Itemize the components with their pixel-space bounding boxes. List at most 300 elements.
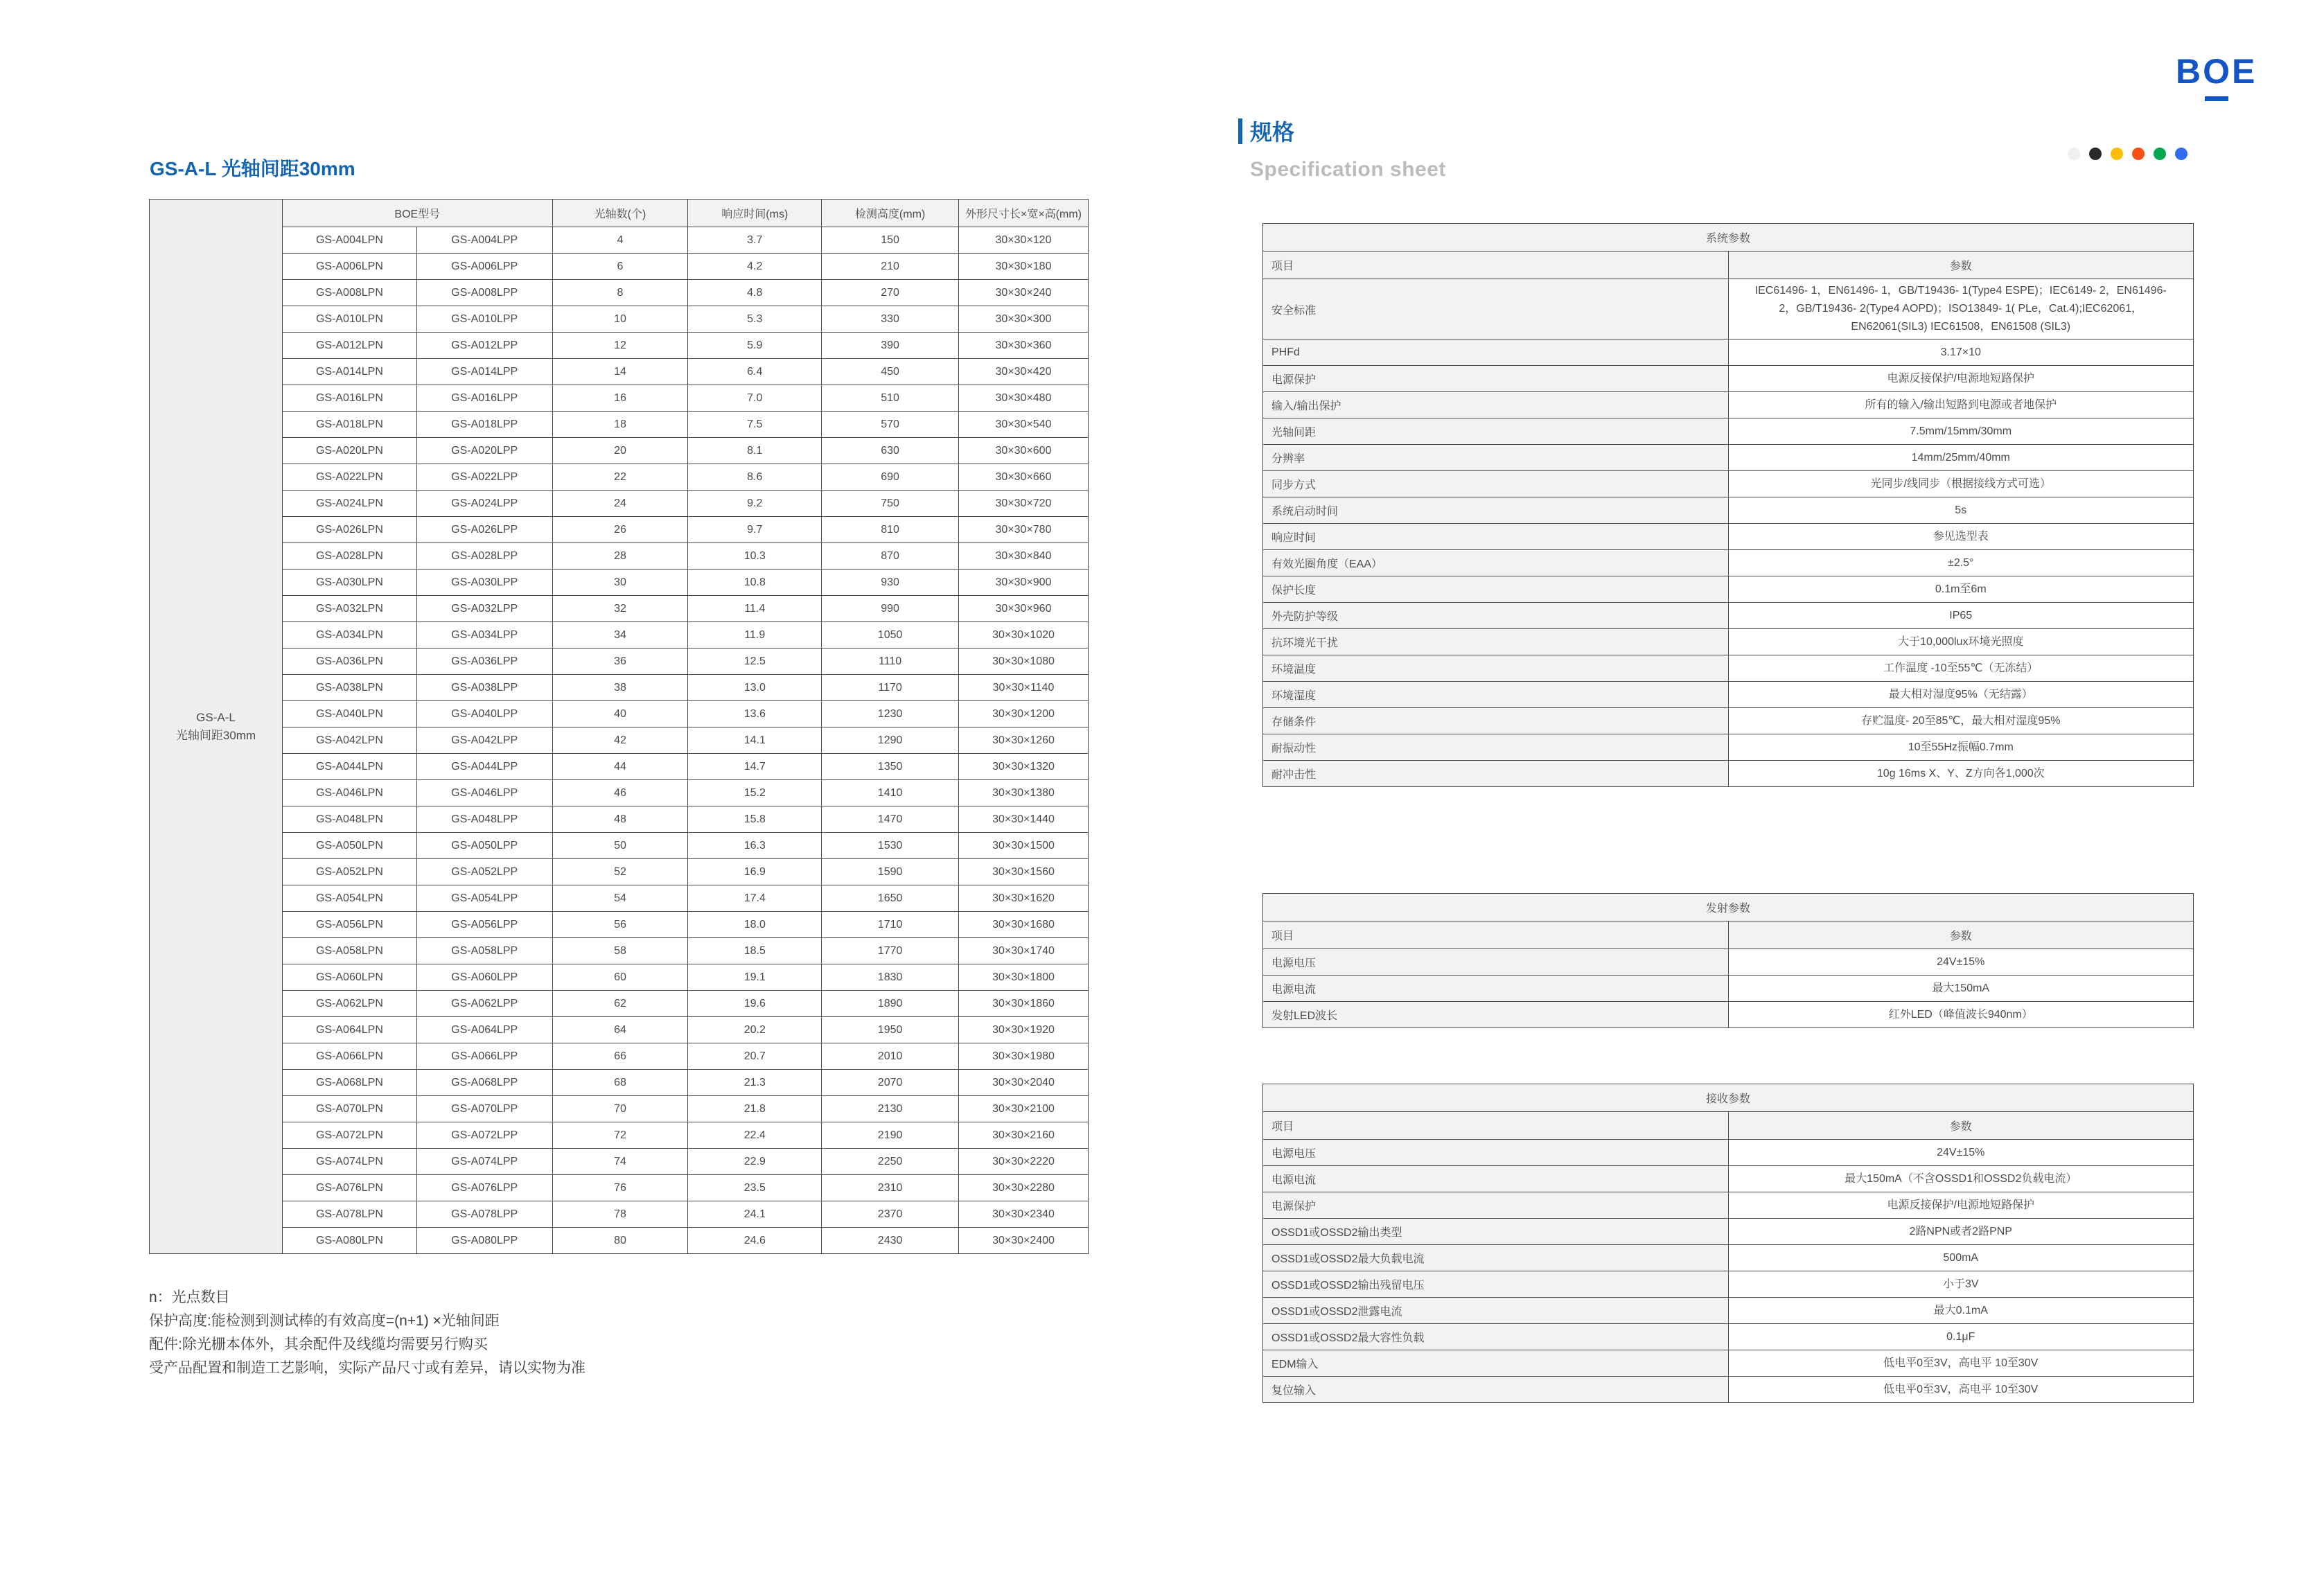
size-cell: 30×30×2100 <box>959 1096 1089 1122</box>
model-lpp-cell: GS-A006LPP <box>416 254 552 280</box>
height-cell: 570 <box>822 412 959 438</box>
response-cell: 12.5 <box>688 649 822 675</box>
model-lpn-cell: GS-A078LPN <box>283 1201 417 1228</box>
height-cell: 330 <box>822 306 959 333</box>
response-cell: 22.4 <box>688 1122 822 1149</box>
response-cell: 7.0 <box>688 385 822 412</box>
model-lpp-cell: GS-A004LPP <box>416 227 552 254</box>
spec-title-cn: 规格 <box>1250 120 1295 145</box>
response-cell: 13.6 <box>688 701 822 727</box>
spec-label: 电源电流 <box>1263 1166 1729 1192</box>
response-cell: 21.8 <box>688 1096 822 1122</box>
table-row <box>283 491 1089 517</box>
size-cell: 30×30×840 <box>959 543 1089 570</box>
color-dot <box>2111 148 2123 160</box>
brand-color-dots <box>2068 148 2187 160</box>
col-header-height: 检测高度(mm) <box>822 200 959 227</box>
size-cell: 30×30×420 <box>959 359 1089 385</box>
response-cell: 19.6 <box>688 991 822 1017</box>
spec-row <box>1263 1219 2194 1245</box>
height-cell: 1290 <box>822 727 959 754</box>
table-row <box>283 1096 1089 1122</box>
size-cell: 30×30×540 <box>959 412 1089 438</box>
height-cell: 2310 <box>822 1175 959 1201</box>
model-lpn-cell: GS-A020LPN <box>283 438 417 464</box>
height-cell: 690 <box>822 464 959 491</box>
spec-row <box>1263 418 2194 445</box>
response-cell: 22.9 <box>688 1149 822 1175</box>
table-row <box>283 1017 1089 1043</box>
height-cell: 1530 <box>822 833 959 859</box>
model-lpp-cell: GS-A066LPP <box>416 1043 552 1070</box>
axes-cell: 36 <box>552 649 688 675</box>
response-cell: 14.1 <box>688 727 822 754</box>
table-row <box>283 517 1089 543</box>
spec-row <box>1263 1324 2194 1350</box>
response-cell: 16.3 <box>688 833 822 859</box>
table-row <box>283 385 1089 412</box>
table-row <box>283 280 1089 306</box>
model-lpn-cell: GS-A070LPN <box>283 1096 417 1122</box>
model-lpp-cell: GS-A080LPP <box>416 1228 552 1254</box>
model-lpn-cell: GS-A032LPN <box>283 596 417 622</box>
height-cell: 510 <box>822 385 959 412</box>
model-lpp-cell: GS-A014LPP <box>416 359 552 385</box>
spec-label: 电源电压 <box>1263 949 1729 976</box>
spec-value: ±2.5° <box>1728 550 2194 576</box>
height-cell: 270 <box>822 280 959 306</box>
table-row <box>283 412 1089 438</box>
spec-header-row <box>1263 252 2194 279</box>
col-header-size: 外形尺寸长×宽×高(mm) <box>959 200 1089 227</box>
spec-label: EDM输入 <box>1263 1350 1729 1377</box>
model-lpp-cell: GS-A076LPP <box>416 1175 552 1201</box>
spec-label: 抗环境光干扰 <box>1263 629 1729 655</box>
axes-cell: 42 <box>552 727 688 754</box>
axes-cell: 8 <box>552 280 688 306</box>
response-cell: 21.3 <box>688 1070 822 1096</box>
axes-cell: 70 <box>552 1096 688 1122</box>
height-cell: 1050 <box>822 622 959 649</box>
model-lpp-cell: GS-A078LPP <box>416 1201 552 1228</box>
size-cell: 30×30×720 <box>959 491 1089 517</box>
axes-cell: 10 <box>552 306 688 333</box>
model-lpp-cell: GS-A074LPP <box>416 1149 552 1175</box>
spec-row <box>1263 366 2194 392</box>
spec-label: 有效光圈角度（EAA） <box>1263 550 1729 576</box>
spec-value: 500mA <box>1728 1245 2194 1271</box>
col-item: 项目 <box>1263 921 1729 949</box>
model-lpp-cell: GS-A040LPP <box>416 701 552 727</box>
size-cell: 30×30×900 <box>959 570 1089 596</box>
spec-value: 红外LED（峰值波长940nm） <box>1728 1002 2194 1028</box>
table-row <box>283 912 1089 938</box>
axes-cell: 62 <box>552 991 688 1017</box>
model-lpn-cell: GS-A044LPN <box>283 754 417 780</box>
response-cell: 7.5 <box>688 412 822 438</box>
model-lpp-cell: GS-A038LPP <box>416 675 552 701</box>
height-cell: 1950 <box>822 1017 959 1043</box>
response-cell: 11.9 <box>688 622 822 649</box>
title-accent-bar <box>1238 118 1242 144</box>
axes-cell: 58 <box>552 938 688 964</box>
spec-row <box>1263 576 2194 603</box>
height-cell: 2430 <box>822 1228 959 1254</box>
model-lpp-cell: GS-A036LPP <box>416 649 552 675</box>
model-lpp-cell: GS-A060LPP <box>416 964 552 991</box>
axes-cell: 78 <box>552 1201 688 1228</box>
size-cell: 30×30×1140 <box>959 675 1089 701</box>
height-cell: 1770 <box>822 938 959 964</box>
model-lpp-cell: GS-A022LPP <box>416 464 552 491</box>
size-cell: 30×30×960 <box>959 596 1089 622</box>
spec-label: 光轴间距 <box>1263 418 1729 445</box>
spec-row <box>1263 1377 2194 1403</box>
spec-label: OSSD1或OSSD2最大容性负载 <box>1263 1324 1729 1350</box>
spec-label: 电源保护 <box>1263 366 1729 392</box>
model-lpn-cell: GS-A038LPN <box>283 675 417 701</box>
height-cell: 750 <box>822 491 959 517</box>
model-lpp-cell: GS-A044LPP <box>416 754 552 780</box>
axes-cell: 44 <box>552 754 688 780</box>
spec-table-transmitter <box>1262 893 2194 1028</box>
model-lpp-cell: GS-A050LPP <box>416 833 552 859</box>
spec-row <box>1263 949 2194 976</box>
size-cell: 30×30×2340 <box>959 1201 1089 1228</box>
size-cell: 30×30×2220 <box>959 1149 1089 1175</box>
size-cell: 30×30×1080 <box>959 649 1089 675</box>
size-cell: 30×30×300 <box>959 306 1089 333</box>
color-dot <box>2068 148 2080 160</box>
height-cell: 1110 <box>822 649 959 675</box>
axes-cell: 72 <box>552 1122 688 1149</box>
height-cell: 1710 <box>822 912 959 938</box>
spec-label: OSSD1或OSSD2输出残留电压 <box>1263 1271 1729 1298</box>
col-param: 参数 <box>1728 1112 2194 1140</box>
size-cell: 30×30×600 <box>959 438 1089 464</box>
spec-value: 电源反接保护/电源地短路保护 <box>1728 1192 2194 1219</box>
size-cell: 30×30×1500 <box>959 833 1089 859</box>
spec-value: 所有的输入/输出短路到电源或者地保护 <box>1728 392 2194 418</box>
spec-row <box>1263 1166 2194 1192</box>
height-cell: 1890 <box>822 991 959 1017</box>
response-cell: 9.2 <box>688 491 822 517</box>
model-lpp-cell: GS-A068LPP <box>416 1070 552 1096</box>
response-cell: 14.7 <box>688 754 822 780</box>
table-row <box>283 596 1089 622</box>
response-cell: 10.8 <box>688 570 822 596</box>
spec-label: 同步方式 <box>1263 471 1729 497</box>
response-cell: 17.4 <box>688 885 822 912</box>
model-lpp-cell: GS-A034LPP <box>416 622 552 649</box>
axes-cell: 14 <box>552 359 688 385</box>
spec-label: 电源电流 <box>1263 976 1729 1002</box>
axes-cell: 20 <box>552 438 688 464</box>
size-cell: 30×30×360 <box>959 333 1089 359</box>
height-cell: 810 <box>822 517 959 543</box>
spec-row <box>1263 1350 2194 1377</box>
response-cell: 6.4 <box>688 359 822 385</box>
spec-row <box>1263 629 2194 655</box>
spec-label: 系统启动时间 <box>1263 497 1729 524</box>
spec-value: 10g 16ms X、Y、Z方向各1,000次 <box>1728 761 2194 787</box>
response-cell: 5.3 <box>688 306 822 333</box>
spec-row <box>1263 734 2194 761</box>
series-sidebar-cell <box>149 199 282 1254</box>
col-param: 参数 <box>1728 252 2194 279</box>
size-cell: 30×30×1680 <box>959 912 1089 938</box>
height-cell: 2250 <box>822 1149 959 1175</box>
spec-label: 电源电压 <box>1263 1140 1729 1166</box>
response-cell: 4.2 <box>688 254 822 280</box>
response-cell: 16.9 <box>688 859 822 885</box>
size-cell: 30×30×1020 <box>959 622 1089 649</box>
model-lpp-cell: GS-A072LPP <box>416 1122 552 1149</box>
axes-cell: 34 <box>552 622 688 649</box>
spec-label: 分辨率 <box>1263 445 1729 471</box>
spec-value: 0.1m至6m <box>1728 576 2194 603</box>
spec-value: 24V±15% <box>1728 949 2194 976</box>
model-lpn-cell: GS-A052LPN <box>283 859 417 885</box>
axes-cell: 6 <box>552 254 688 280</box>
response-cell: 3.7 <box>688 227 822 254</box>
table-row <box>283 359 1089 385</box>
height-cell: 930 <box>822 570 959 596</box>
color-dot <box>2132 148 2145 160</box>
axes-cell: 48 <box>552 806 688 833</box>
col-item: 项目 <box>1263 1112 1729 1140</box>
spec-value: IP65 <box>1728 603 2194 629</box>
model-lpp-cell: GS-A054LPP <box>416 885 552 912</box>
size-cell: 30×30×1320 <box>959 754 1089 780</box>
response-cell: 24.1 <box>688 1201 822 1228</box>
spec-value: 光同步/线同步（根据接线方式可选） <box>1728 471 2194 497</box>
spec-header-row <box>1263 921 2194 949</box>
spec-value: 3.17×10 <box>1728 339 2194 366</box>
page-title: GS-A-L 光轴间距30mm <box>150 158 355 179</box>
spec-value: 7.5mm/15mm/30mm <box>1728 418 2194 445</box>
model-lpn-cell: GS-A062LPN <box>283 991 417 1017</box>
table-row <box>283 333 1089 359</box>
table-row <box>283 1122 1089 1149</box>
spec-value: 低电平0至3V，高电平 10至30V <box>1728 1377 2194 1403</box>
height-cell: 1170 <box>822 675 959 701</box>
model-lpn-cell: GS-A064LPN <box>283 1017 417 1043</box>
model-lpn-cell: GS-A006LPN <box>283 254 417 280</box>
height-cell: 1410 <box>822 780 959 806</box>
model-lpp-cell: GS-A018LPP <box>416 412 552 438</box>
response-cell: 9.7 <box>688 517 822 543</box>
table-row <box>283 701 1089 727</box>
spec-label: 输入/输出保护 <box>1263 392 1729 418</box>
model-lpp-cell: GS-A056LPP <box>416 912 552 938</box>
spec-row <box>1263 339 2194 366</box>
spec-row <box>1263 655 2194 682</box>
height-cell: 2010 <box>822 1043 959 1070</box>
axes-cell: 64 <box>552 1017 688 1043</box>
spec-label: 安全标准 <box>1263 279 1729 339</box>
axes-cell: 66 <box>552 1043 688 1070</box>
size-cell: 30×30×120 <box>959 227 1089 254</box>
model-lpn-cell: GS-A050LPN <box>283 833 417 859</box>
response-cell: 8.1 <box>688 438 822 464</box>
axes-cell: 80 <box>552 1228 688 1254</box>
spec-header-row <box>1263 1112 2194 1140</box>
model-lpn-cell: GS-A014LPN <box>283 359 417 385</box>
spec-label: 耐振动性 <box>1263 734 1729 761</box>
model-lpn-cell: GS-A068LPN <box>283 1070 417 1096</box>
height-cell: 2130 <box>822 1096 959 1122</box>
spec-row <box>1263 708 2194 734</box>
height-cell: 1470 <box>822 806 959 833</box>
size-cell: 30×30×240 <box>959 280 1089 306</box>
spec-value: 大于10,000lux环境光照度 <box>1728 629 2194 655</box>
model-lpp-cell: GS-A058LPP <box>416 938 552 964</box>
height-cell: 990 <box>822 596 959 622</box>
footnote-line: 受产品配置和制造工艺影响，实际产品尺寸或有差异，请以实物为准 <box>149 1360 586 1376</box>
model-lpn-cell: GS-A074LPN <box>283 1149 417 1175</box>
model-lpn-cell: GS-A022LPN <box>283 464 417 491</box>
spec-label: 耐冲击性 <box>1263 761 1729 787</box>
height-cell: 1350 <box>822 754 959 780</box>
size-cell: 30×30×2280 <box>959 1175 1089 1201</box>
table-row <box>283 780 1089 806</box>
model-lpp-cell: GS-A046LPP <box>416 780 552 806</box>
model-lpp-cell: GS-A008LPP <box>416 280 552 306</box>
col-header-axes: 光轴数(个) <box>552 200 688 227</box>
table-row <box>283 1070 1089 1096</box>
spec-table-system <box>1262 223 2194 787</box>
model-lpp-cell: GS-A020LPP <box>416 438 552 464</box>
series-name: GS-A-L <box>196 710 236 724</box>
model-lpn-cell: GS-A030LPN <box>283 570 417 596</box>
spec-value: 工作温度 -10至55℃（无冻结） <box>1728 655 2194 682</box>
spec-value: 低电平0至3V，高电平 10至30V <box>1728 1350 2194 1377</box>
footnote-line: n：光点数目 <box>149 1289 230 1305</box>
axes-cell: 40 <box>552 701 688 727</box>
model-lpp-cell: GS-A016LPP <box>416 385 552 412</box>
table-row <box>283 306 1089 333</box>
size-cell: 30×30×1920 <box>959 1017 1089 1043</box>
logo-letter-b: B <box>2176 52 2203 91</box>
color-dot <box>2089 148 2102 160</box>
model-lpp-cell: GS-A052LPP <box>416 859 552 885</box>
model-lpn-cell: GS-A072LPN <box>283 1122 417 1149</box>
model-lpp-cell: GS-A032LPP <box>416 596 552 622</box>
spec-row <box>1263 1140 2194 1166</box>
spec-label: 发射LED波长 <box>1263 1002 1729 1028</box>
axes-cell: 22 <box>552 464 688 491</box>
size-cell: 30×30×1980 <box>959 1043 1089 1070</box>
model-lpn-cell: GS-A034LPN <box>283 622 417 649</box>
axes-cell: 74 <box>552 1149 688 1175</box>
spec-row <box>1263 976 2194 1002</box>
selection-table-wrap <box>149 199 1089 1254</box>
table-row <box>283 885 1089 912</box>
selection-section <box>149 154 1089 1380</box>
spec-row <box>1263 1298 2194 1324</box>
model-lpn-cell: GS-A048LPN <box>283 806 417 833</box>
model-lpn-cell: GS-A010LPN <box>283 306 417 333</box>
response-cell: 23.5 <box>688 1175 822 1201</box>
col-header-model: BOE型号 <box>283 200 553 227</box>
axes-cell: 12 <box>552 333 688 359</box>
table-row <box>283 438 1089 464</box>
footnotes <box>149 1286 1089 1380</box>
axes-cell: 54 <box>552 885 688 912</box>
spec-row <box>1263 497 2194 524</box>
response-cell: 4.8 <box>688 280 822 306</box>
height-cell: 2070 <box>822 1070 959 1096</box>
response-cell: 5.9 <box>688 333 822 359</box>
color-dot <box>2175 148 2187 160</box>
size-cell: 30×30×2160 <box>959 1122 1089 1149</box>
spec-value: 24V±15% <box>1728 1140 2194 1166</box>
spec-value: 最大相对湿度95%（无结露） <box>1728 682 2194 708</box>
response-cell: 11.4 <box>688 596 822 622</box>
spec-row <box>1263 471 2194 497</box>
size-cell: 30×30×480 <box>959 385 1089 412</box>
boe-logo <box>2176 51 2257 91</box>
col-header-response: 响应时间(ms) <box>688 200 822 227</box>
model-lpn-cell: GS-A008LPN <box>283 280 417 306</box>
spec-value: 10至55Hz振幅0.7mm <box>1728 734 2194 761</box>
axes-cell: 46 <box>552 780 688 806</box>
axes-cell: 60 <box>552 964 688 991</box>
table-row <box>283 859 1089 885</box>
model-lpn-cell: GS-A060LPN <box>283 964 417 991</box>
section-title-transmitter: 发射参数 <box>1263 894 2194 921</box>
size-cell: 30×30×1380 <box>959 780 1089 806</box>
spec-value: 14mm/25mm/40mm <box>1728 445 2194 471</box>
height-cell: 1830 <box>822 964 959 991</box>
color-dot <box>2154 148 2166 160</box>
axes-cell: 56 <box>552 912 688 938</box>
response-cell: 18.0 <box>688 912 822 938</box>
model-lpn-cell: GS-A012LPN <box>283 333 417 359</box>
spec-label: 外壳防护等级 <box>1263 603 1729 629</box>
axes-cell: 28 <box>552 543 688 570</box>
footnote-line: 保护高度:能检测到测试棒的有效高度=(n+1) ×光轴间距 <box>149 1313 500 1329</box>
size-cell: 30×30×660 <box>959 464 1089 491</box>
model-lpn-cell: GS-A054LPN <box>283 885 417 912</box>
spec-label: OSSD1或OSSD2最大负载电流 <box>1263 1245 1729 1271</box>
spec-header <box>1238 115 1446 182</box>
spec-value: 最大150mA <box>1728 976 2194 1002</box>
spec-value: 存贮温度- 20至85℃，最大相对湿度95% <box>1728 708 2194 734</box>
size-cell: 30×30×1620 <box>959 885 1089 912</box>
model-lpp-cell: GS-A048LPP <box>416 806 552 833</box>
height-cell: 630 <box>822 438 959 464</box>
size-cell: 30×30×1260 <box>959 727 1089 754</box>
selection-header-row <box>283 200 1089 227</box>
axes-cell: 30 <box>552 570 688 596</box>
model-lpn-cell: GS-A058LPN <box>283 938 417 964</box>
spec-row <box>1263 524 2194 550</box>
size-cell: 30×30×1440 <box>959 806 1089 833</box>
spec-value: 5s <box>1728 497 2194 524</box>
model-lpp-cell: GS-A010LPP <box>416 306 552 333</box>
model-lpn-cell: GS-A076LPN <box>283 1175 417 1201</box>
size-cell: 30×30×1740 <box>959 938 1089 964</box>
table-row <box>283 254 1089 280</box>
spec-label: 响应时间 <box>1263 524 1729 550</box>
spec-row <box>1263 603 2194 629</box>
spec-label: 保护长度 <box>1263 576 1729 603</box>
spec-value: 最大0.1mA <box>1728 1298 2194 1324</box>
height-cell: 1650 <box>822 885 959 912</box>
table-row <box>283 938 1089 964</box>
